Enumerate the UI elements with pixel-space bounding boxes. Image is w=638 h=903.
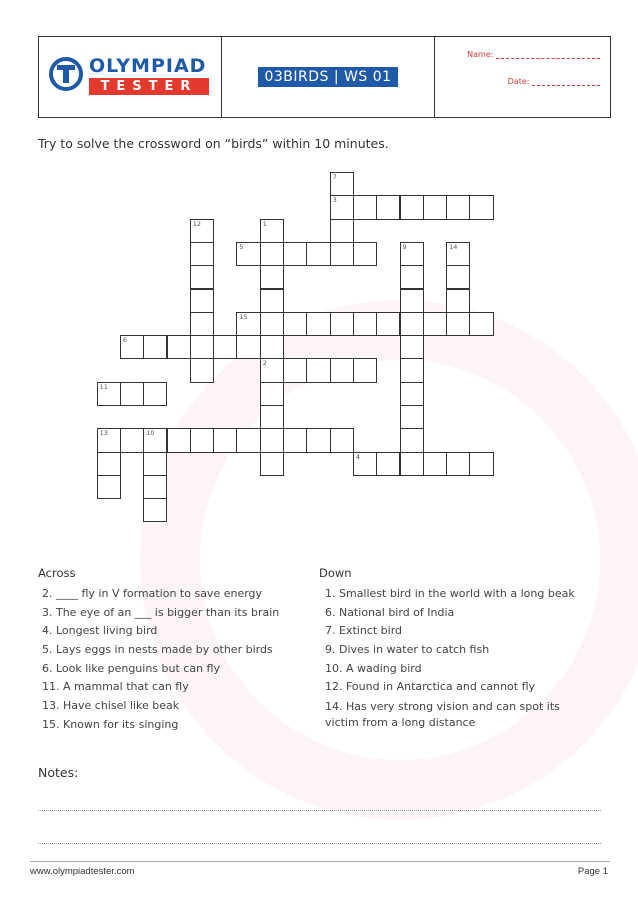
worksheet-title: 03BIRDS | WS 01 bbox=[258, 67, 397, 87]
clue-number: 6 bbox=[122, 336, 128, 345]
crossword-cell[interactable] bbox=[260, 219, 284, 243]
footer-website[interactable]: www.olympiadtester.com bbox=[30, 866, 135, 877]
clue-number: 5 bbox=[239, 242, 244, 251]
crossword-cell[interactable] bbox=[376, 312, 400, 336]
crossword-cell[interactable] bbox=[400, 428, 424, 452]
crossword-cell[interactable] bbox=[143, 335, 167, 359]
logo-text-bottom: TESTER bbox=[89, 78, 209, 95]
crossword-cell[interactable] bbox=[283, 312, 307, 336]
crossword-cell[interactable] bbox=[423, 452, 447, 476]
crossword-cell[interactable] bbox=[260, 428, 284, 452]
crossword-cell[interactable] bbox=[446, 312, 470, 336]
crossword-cell[interactable] bbox=[330, 428, 354, 452]
down-clue: 6. National bird of India bbox=[325, 605, 455, 619]
date-field[interactable] bbox=[508, 77, 600, 86]
notes-line[interactable] bbox=[38, 843, 601, 844]
logo-emblem-icon bbox=[49, 57, 83, 91]
across-clue: 11. A mammal that can fly bbox=[42, 680, 189, 694]
clue-number: 11 bbox=[99, 382, 108, 391]
clue-number: 10 bbox=[146, 429, 155, 438]
crossword-cell[interactable] bbox=[260, 312, 284, 336]
crossword-cell[interactable] bbox=[260, 405, 284, 429]
notes-line[interactable] bbox=[38, 810, 601, 811]
crossword-cell[interactable] bbox=[97, 475, 121, 499]
logo bbox=[39, 37, 222, 117]
crossword-cell[interactable] bbox=[190, 242, 214, 266]
date-blank[interactable] bbox=[532, 85, 600, 86]
crossword-cell[interactable] bbox=[400, 265, 424, 289]
crossword-cell[interactable] bbox=[400, 382, 424, 406]
crossword-cell[interactable] bbox=[97, 382, 121, 406]
down-clues bbox=[325, 585, 595, 731]
crossword-cell[interactable] bbox=[330, 219, 354, 243]
crossword-cell[interactable] bbox=[306, 358, 330, 382]
date-label: Date: bbox=[507, 77, 530, 86]
crossword-cell[interactable] bbox=[446, 289, 470, 313]
instruction-text: Try to solve the crossword on “birds” within 10 minutes. bbox=[38, 136, 389, 151]
logo-text-top: OLYMPIAD bbox=[89, 55, 207, 77]
crossword-cell[interactable] bbox=[190, 358, 214, 382]
crossword-cell[interactable] bbox=[143, 428, 167, 452]
crossword-cell[interactable] bbox=[260, 335, 284, 359]
down-clue: 12. Found in Antarctica and cannot fly bbox=[325, 680, 536, 694]
crossword-cell[interactable] bbox=[306, 428, 330, 452]
crossword-cell[interactable] bbox=[190, 335, 214, 359]
across-clue: 6. Look like penguins but can fly bbox=[42, 661, 220, 675]
crossword-cell[interactable] bbox=[283, 428, 307, 452]
crossword-cell[interactable] bbox=[423, 195, 447, 219]
crossword-cell[interactable] bbox=[446, 195, 470, 219]
crossword-cell[interactable] bbox=[167, 335, 191, 359]
name-blank[interactable] bbox=[496, 58, 600, 59]
crossword-cell[interactable] bbox=[97, 428, 121, 452]
clue-number: 4 bbox=[355, 452, 361, 461]
crossword-cell[interactable] bbox=[120, 335, 144, 359]
down-clue: 9. Dives in water to catch fish bbox=[325, 643, 490, 657]
clue-number: 7 bbox=[332, 173, 337, 181]
crossword-cell[interactable] bbox=[353, 358, 377, 382]
crossword-cell[interactable] bbox=[190, 428, 214, 452]
crossword-cell[interactable] bbox=[400, 242, 424, 266]
name-field[interactable] bbox=[467, 50, 600, 59]
crossword-cell[interactable] bbox=[120, 428, 144, 452]
crossword-cell[interactable] bbox=[446, 265, 470, 289]
crossword-cell[interactable] bbox=[400, 358, 424, 382]
crossword-cell[interactable] bbox=[469, 452, 493, 476]
clue-number: 14 bbox=[449, 242, 458, 251]
crossword-cell[interactable] bbox=[330, 195, 354, 219]
down-clue: 14. Has very strong vision and can spot its victim from a long distance bbox=[325, 700, 560, 730]
crossword-cell[interactable] bbox=[400, 195, 424, 219]
across-clue: 15. Known for its singing bbox=[42, 717, 179, 731]
crossword-cell[interactable] bbox=[260, 265, 284, 289]
crossword-cell[interactable] bbox=[260, 382, 284, 406]
name-label: Name: bbox=[467, 50, 494, 59]
crossword-cell[interactable] bbox=[236, 335, 260, 359]
crossword-cell[interactable] bbox=[143, 475, 167, 499]
crossword-cell[interactable] bbox=[236, 312, 260, 336]
title-cell bbox=[222, 37, 435, 117]
crossword-cell[interactable] bbox=[283, 242, 307, 266]
crossword-cell[interactable] bbox=[260, 289, 284, 313]
clue-number: 15 bbox=[239, 312, 248, 321]
crossword-cell[interactable] bbox=[353, 242, 377, 266]
crossword-cell[interactable] bbox=[330, 172, 354, 196]
crossword-cell[interactable] bbox=[190, 312, 214, 336]
crossword-cell[interactable] bbox=[469, 195, 493, 219]
crossword-cell[interactable] bbox=[330, 358, 354, 382]
across-clue: 3. The eye of an ___ is bigger than its brain bbox=[42, 605, 280, 619]
crossword-cell[interactable] bbox=[306, 242, 330, 266]
crossword-cell[interactable] bbox=[330, 242, 354, 266]
worksheet-header bbox=[38, 36, 611, 118]
clue-number: 9 bbox=[402, 242, 407, 251]
crossword-cell[interactable] bbox=[260, 452, 284, 476]
across-heading: Across bbox=[38, 566, 76, 580]
crossword-cell[interactable] bbox=[97, 452, 121, 476]
crossword-cell[interactable] bbox=[423, 312, 447, 336]
crossword-cell[interactable] bbox=[213, 335, 237, 359]
across-clue: 5. Lays eggs in nests made by other birds bbox=[42, 643, 273, 657]
crossword-cell[interactable] bbox=[190, 289, 214, 313]
crossword-cell[interactable] bbox=[167, 428, 191, 452]
crossword-cell[interactable] bbox=[190, 219, 214, 243]
watermark bbox=[140, 300, 638, 820]
crossword-cell[interactable] bbox=[469, 312, 493, 336]
clue-number: 2 bbox=[262, 359, 267, 368]
crossword-cell[interactable] bbox=[236, 242, 260, 266]
clue-number: 12 bbox=[192, 219, 202, 228]
crossword-cell[interactable] bbox=[400, 452, 424, 476]
crossword-cell[interactable] bbox=[446, 242, 470, 266]
crossword-cell[interactable] bbox=[190, 265, 214, 289]
crossword-cell[interactable] bbox=[236, 428, 260, 452]
crossword-cell[interactable] bbox=[400, 289, 424, 313]
across-clue: 2. ____ fly in V formation to save energy bbox=[42, 587, 263, 600]
crossword-cell[interactable] bbox=[260, 358, 284, 382]
footer-divider bbox=[30, 861, 610, 862]
down-clue: 10. A wading bird bbox=[325, 661, 422, 675]
notes-label: Notes: bbox=[38, 765, 79, 780]
meta-cell bbox=[435, 37, 610, 117]
across-clue: 4. Longest living bird bbox=[42, 624, 158, 638]
crossword-cell[interactable] bbox=[353, 195, 377, 219]
crossword-cell[interactable] bbox=[283, 358, 307, 382]
down-clue: 1. Smallest bird in the world with a long beak bbox=[325, 587, 575, 600]
crossword-cell[interactable] bbox=[120, 382, 144, 406]
footer-page-number: Page 1 bbox=[577, 866, 608, 877]
crossword-cell[interactable] bbox=[400, 312, 424, 336]
crossword-cell[interactable] bbox=[376, 195, 400, 219]
down-clue: 7. Extinct bird bbox=[325, 624, 402, 638]
crossword-cell[interactable] bbox=[446, 452, 470, 476]
crossword-cell[interactable] bbox=[143, 382, 167, 406]
crossword-cell[interactable] bbox=[400, 335, 424, 359]
crossword-cell[interactable] bbox=[330, 312, 354, 336]
clue-number: 13 bbox=[99, 429, 108, 438]
crossword-cell[interactable] bbox=[143, 452, 167, 476]
crossword-cell[interactable] bbox=[376, 452, 400, 476]
across-clue: 13. Have chisel like beak bbox=[42, 699, 180, 713]
crossword-cell[interactable] bbox=[213, 428, 237, 452]
crossword-cell[interactable] bbox=[353, 312, 377, 336]
crossword-cell[interactable] bbox=[353, 452, 377, 476]
crossword-cell[interactable] bbox=[400, 405, 424, 429]
clue-number: 3 bbox=[332, 196, 337, 205]
crossword-cell[interactable] bbox=[260, 242, 284, 266]
down-heading: Down bbox=[319, 566, 352, 580]
crossword-cell[interactable] bbox=[143, 498, 167, 522]
clue-number: 1 bbox=[262, 219, 267, 228]
across-clues bbox=[42, 585, 312, 735]
crossword-cell[interactable] bbox=[306, 312, 330, 336]
